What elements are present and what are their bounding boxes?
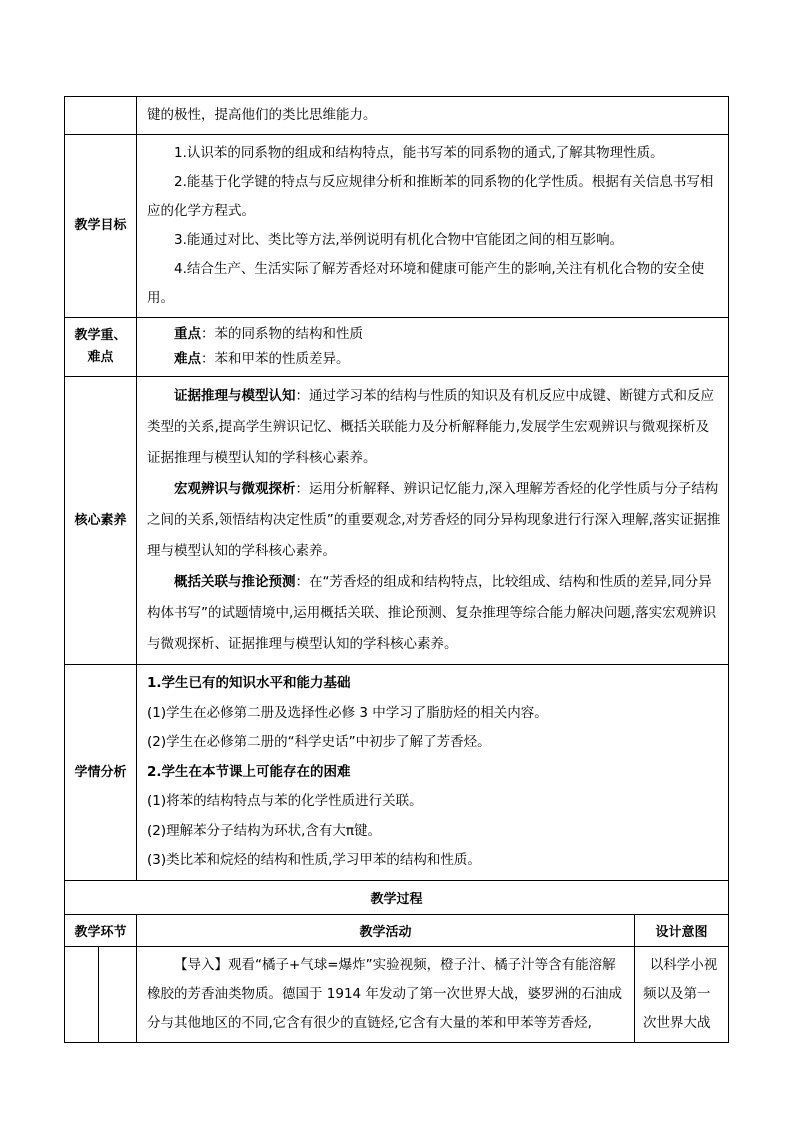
literacy-text: ：运用分析解释、辨识记忆能力,深入理解芳香烃的化学性质与分子结构之间的关系,领悟结构决定性质”的重要观念,对芳香烃的同分异构现象进行行深入理解,落实证据推理与模型认知的学科核心素养。	[147, 481, 721, 559]
literacy-paragraph	[147, 474, 722, 567]
difficulty-line	[147, 347, 722, 372]
literacy-head: 宏观辨识与微观探析	[174, 481, 296, 497]
difficulty-label: 难点	[174, 351, 201, 367]
intro-text: 观看“橘子+气球=爆炸”实验视频，橙子汁、橘子汁等含有能溶解橡胶的芳香油类物质。德国于 1914 年发动了第一次世界大战，婆罗洲的石油成分与其他地区的不同,它含有很少的直链烃,它含有大量的苯和甲苯等芳香烃,	[147, 957, 622, 1031]
analysis-line: (3)类比苯和烷烃的结构和性质,学习甲苯的结构和性质。	[147, 852, 481, 869]
objective-item: 1.认识苯的同系物的组成和结构特点，能书写苯的同系物的通式,了解其物理性质。	[174, 145, 664, 161]
analysis-line: (1)将苯的结构特点与苯的化学性质进行关联。	[147, 793, 423, 810]
analysis-label: 学情分析	[65, 665, 137, 881]
header-stage: 教学环节	[65, 915, 137, 947]
focus-text: ：苯的同系物的结构和性质	[201, 326, 363, 342]
literacy-paragraph	[147, 567, 722, 660]
row-analysis	[65, 665, 729, 881]
core-literacy-label: 核心素养	[65, 377, 137, 665]
top-fragment-text: 键的极性，提高他们的类比思维能力。	[147, 107, 377, 123]
analysis-heading: 1.学生已有的知识水平和能力基础	[147, 675, 351, 692]
analysis-content	[137, 665, 729, 881]
analysis-line: (1)学生在必修第二册及选择性必修 3 中学习了脂肪烃的相关内容。	[147, 704, 548, 721]
literacy-head: 概括关联与推论预测	[174, 574, 296, 590]
focus-line	[147, 322, 722, 347]
key-points-content	[137, 318, 729, 377]
design-text: 以科学小视频以及第一次世界大战	[643, 957, 718, 1031]
objectives-label: 教学目标	[65, 135, 137, 318]
row-process-headers	[65, 915, 729, 947]
literacy-paragraph	[147, 381, 722, 474]
objectives-content	[137, 135, 729, 318]
top-fragment-cell	[137, 97, 729, 135]
literacy-text: ：在“芳香烃的组成和结构特点，比较组成、结构和性质的差异,同分异构体书写”的试题情境中,运用概括关联、推论预测、复杂推理等综合能力解决问题,落实宏观辨识与微观探析、证据推理与模型认知的学科核心素养。	[147, 574, 717, 652]
process-title: 教学过程	[65, 881, 729, 915]
intro-label: 【导入】	[174, 957, 228, 973]
intro-design	[635, 947, 729, 1043]
row-objectives	[65, 135, 729, 318]
objective-item: 2.能基于化学键的特点与反应规律分析和推断苯的同系物的化学性质。根据有关信息书写相应的化学方程式。	[147, 174, 714, 219]
intro-activity	[137, 947, 635, 1043]
analysis-line: (2)学生在必修第二册的“科学史话”中初步了解了芳香烃。	[147, 734, 491, 751]
key-points-label-line2: 难点	[87, 350, 114, 365]
stage-cell-right	[99, 947, 137, 1043]
header-design: 设计意图	[635, 915, 729, 947]
focus-label: 重点	[174, 326, 201, 342]
objective-item: 4.结合生产、生活实际了解芳香烃对环境和健康可能产生的影响,关注有机化合物的安全使用。	[147, 261, 705, 306]
lesson-plan-page	[64, 96, 728, 1043]
key-points-label	[65, 318, 137, 377]
literacy-text: ：通过学习苯的结构与性质的知识及有机反应中成键、断键方式和反应类型的关系,提高学生辨识记忆、概括关联能力及分析解释能力,发展学生宏观辨识与微观探析及证据推理与模型认知的学科核心素养。	[147, 388, 714, 466]
key-points-label-line1: 教学重、	[74, 328, 127, 343]
header-activity: 教学活动	[137, 915, 635, 947]
objective-item: 3.能通过对比、类比等方法,举例说明有机化合物中官能团之间的相互影响。	[174, 232, 624, 248]
analysis-heading: 2.学生在本节课上可能存在的困难	[147, 763, 351, 780]
empty-label-cell	[65, 97, 137, 135]
row-top-fragment	[65, 97, 729, 135]
row-key-points	[65, 318, 729, 377]
difficulty-text: ：苯和甲苯的性质差异。	[201, 351, 350, 367]
row-core-literacy	[65, 377, 729, 665]
row-intro	[65, 947, 729, 1043]
literacy-head: 证据推理与模型认知	[174, 388, 296, 404]
row-process-title	[65, 881, 729, 915]
intro-paragraph	[147, 951, 628, 1038]
stage-cell-left	[65, 947, 99, 1043]
core-literacy-content	[137, 377, 729, 665]
lesson-plan-table	[64, 96, 729, 1043]
analysis-line: (2)理解苯分子结构为环状,含有大π键。	[147, 822, 382, 839]
